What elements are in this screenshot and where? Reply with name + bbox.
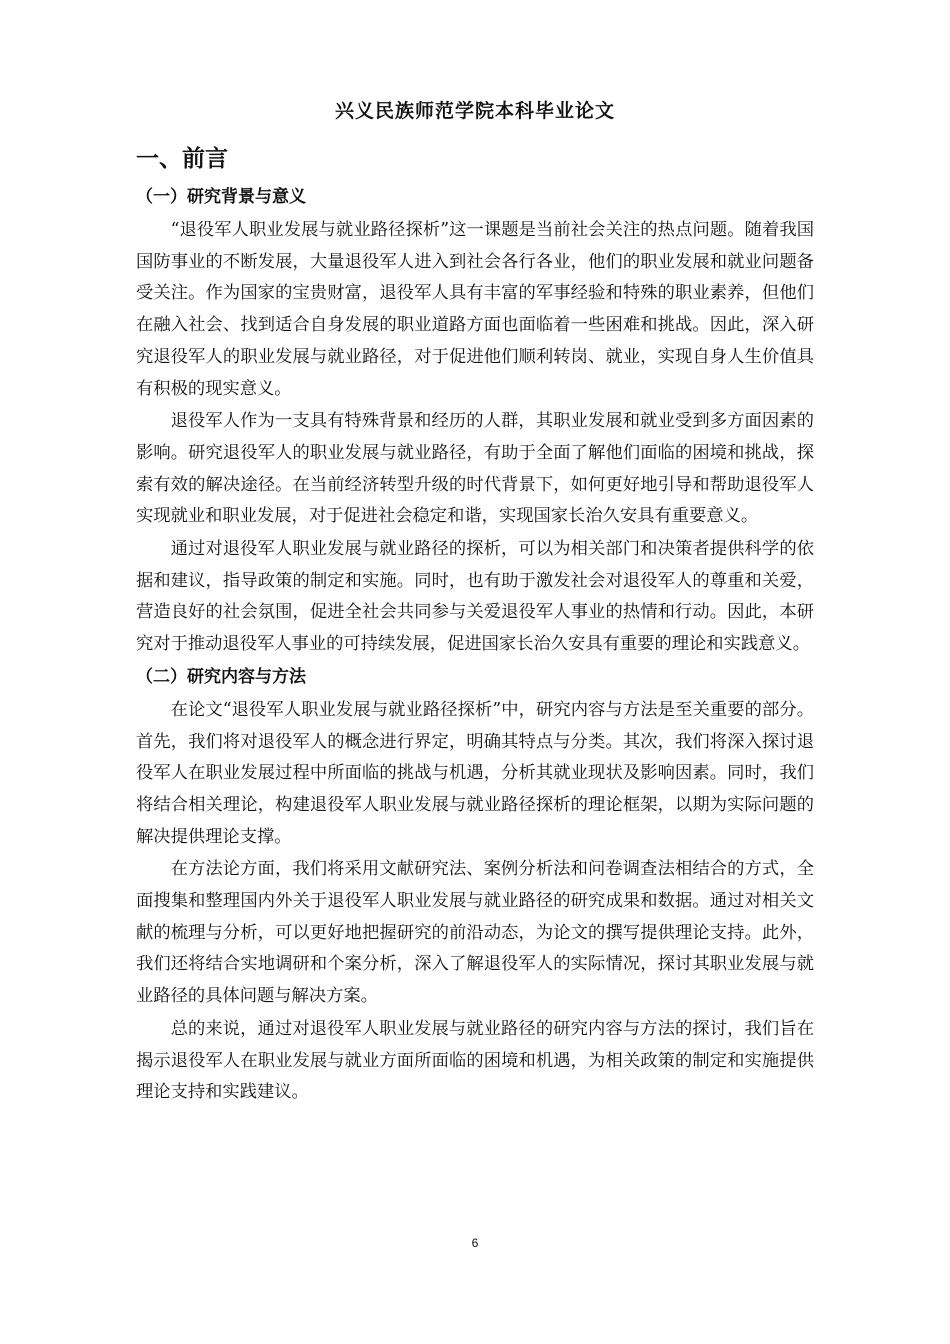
paragraph: 总的来说，通过对退役军人职业发展与就业路径的研究内容与方法的探讨，我们旨在揭示退役军人在职业发展与就业方面所面临的困境和机遇，为相关政策的制定和实施提供理论支持和实践建议。 (136, 1018, 814, 1103)
subsection-title-background: （一）研究背景与意义 (136, 187, 306, 207)
running-header: 兴义民族师范学院本科毕业论文 (334, 100, 615, 122)
paragraph: 在论文“退役军人职业发展与就业路径探析”中，研究内容与方法是至关重要的部分。首先，我们将对退役军人的概念进行界定，明确其特点与分类。其次，我们将深入探讨退役军人在职业发展过程中所面临的挑战与机遇，分析其就业现状及影响因素。同时，我们将结合相关理论，构建退役军人职业发展与就业路径探析的理论框架，以期为实际问题的解决提供理论支撑。 (136, 699, 814, 847)
header-divider (136, 125, 814, 126)
paragraph: 退役军人作为一支具有特殊背景和经历的人群，其职业发展和就业受到多方面因素的影响。研究退役军人的职业发展与就业路径，有助于全面了解他们面临的困境和挑战，探索有效的解决途径。在当前经济转型升级的时代背景下，如何更好地引导和帮助退役军人实现就业和职业发展，对于促进社会稳定和谐，实现国家长治久安具有重要意义。 (136, 411, 814, 527)
section-title: 一、前言 (136, 146, 228, 172)
body-text (136, 182, 814, 1110)
subsection-title-content-methods: （二）研究内容与方法 (136, 666, 306, 687)
paragraph: 在方法论方面，我们将采用文献研究法、案例分析法和问卷调查法相结合的方式，全面搜集和整理国内外关于退役军人职业发展与就业路径的研究成果和数据。通过对相关文献的梳理与分析，可以更好地把握研究的前沿动态，为论文的撰写提供理论支持。此外，我们还将结合实地调研和个案分析，深入了解退役军人的实际情况，探讨其职业发展与就业路径的具体问题与解决方案。 (136, 859, 814, 1007)
paragraph: 通过对退役军人职业发展与就业路径的探析，可以为相关部门和决策者提供科学的依据和建议，指导政策的制定和实施。同时，也有助于激发社会对退役军人的尊重和关爱，营造良好的社会氛围，促进全社会共同参与关爱退役军人事业的热情和行动。因此，本研究对于推动退役军人事业的可持续发展，促进国家长治久安具有重要的理论和实践意义。 (136, 539, 814, 655)
page-number: 6 (471, 1236, 479, 1250)
paragraph: “退役军人职业发展与就业路径探析”这一课题是当前社会关注的热点问题。随着我国国防事业的不断发展，大量退役军人进入到社会各行各业，他们的职业发展和就业问题备受关注。作为国家的宝贵财富，退役军人具有丰富的军事经验和特殊的职业素养，但他们在融入社会、找到适合自身发展的职业道路方面也面临着一些困难和挑战。因此，深入研究退役军人的职业发展与就业路径，对于促进他们顺利转岗、就业，实现自身人生价值具有积极的现实意义。 (136, 220, 814, 399)
